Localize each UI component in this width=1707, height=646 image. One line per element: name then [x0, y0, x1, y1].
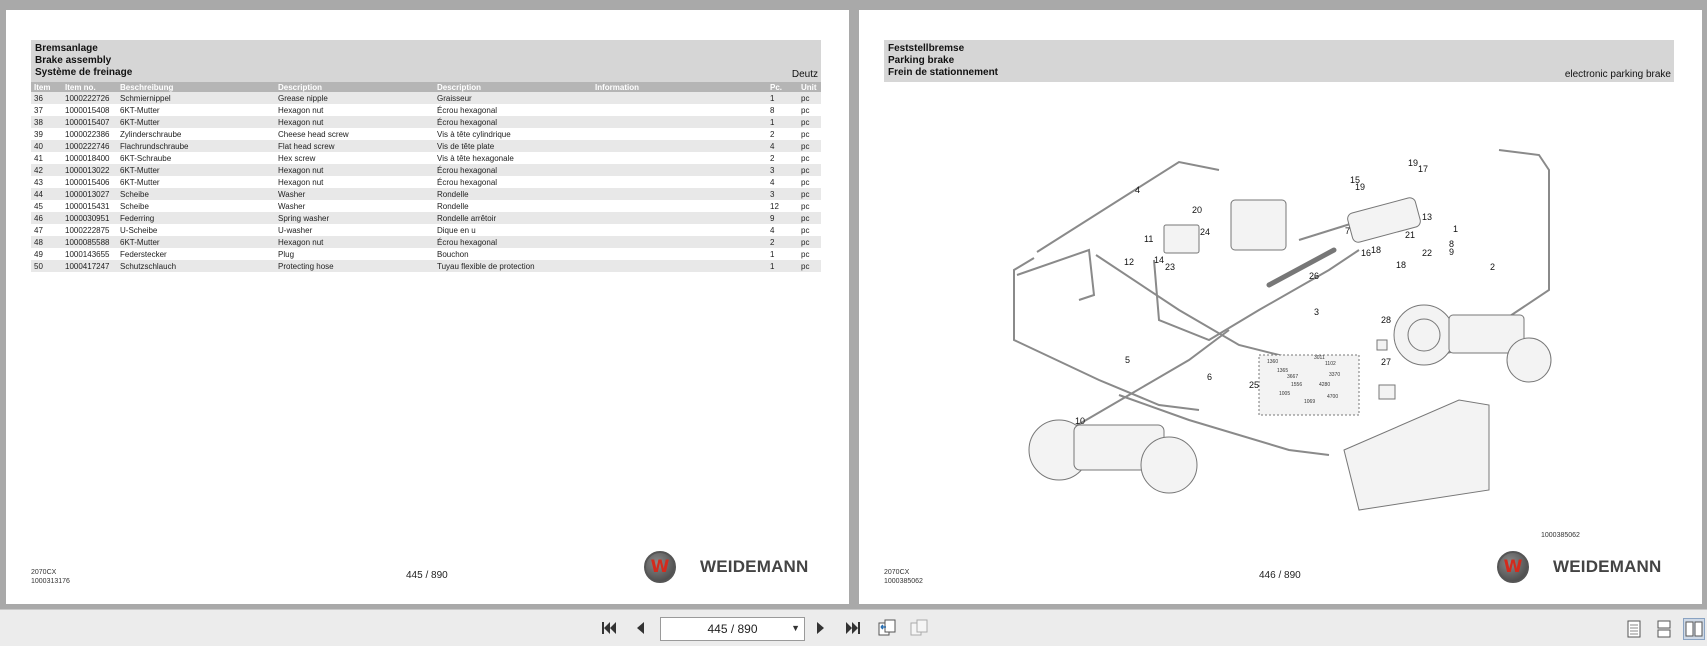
svg-text:1: 1	[1453, 224, 1459, 234]
parts-table-header	[31, 82, 821, 92]
table-cell: 1000222746	[62, 140, 117, 152]
table-cell	[592, 236, 767, 248]
table-cell: Vis à tête hexagonale	[437, 153, 514, 163]
svg-text:4: 4	[1135, 185, 1141, 195]
svg-text:5: 5	[1125, 355, 1131, 365]
svg-text:8: 8	[1449, 239, 1455, 249]
svg-text:27: 27	[1381, 357, 1392, 367]
column-header: Unit	[798, 82, 821, 92]
continuous-view-icon	[1656, 620, 1672, 638]
logo-emblem-icon: W	[1497, 551, 1529, 583]
engine-block	[1231, 200, 1286, 250]
table-row	[31, 128, 821, 140]
table-cell: 37	[34, 105, 43, 115]
model-name: 2070CX	[31, 569, 57, 576]
svg-text:21: 21	[1405, 230, 1416, 240]
table-cell: Federstecker	[120, 249, 167, 259]
table-row	[31, 212, 821, 224]
table-cell: Hexagon nut	[275, 116, 434, 128]
table-cell: pc	[798, 236, 821, 248]
table-cell: 1000015407	[62, 116, 117, 128]
svg-text:4700: 4700	[1327, 394, 1339, 400]
table-cell: 2	[770, 153, 775, 163]
single-page-view-button[interactable]	[1623, 618, 1645, 640]
table-cell: pc	[798, 260, 821, 272]
table-cell: pc	[798, 116, 821, 128]
table-cell	[592, 176, 767, 188]
table-row	[31, 140, 821, 152]
table-cell	[592, 128, 767, 140]
table-cell: Écrou hexagonal	[437, 105, 498, 115]
page-number: 446 / 890	[1259, 570, 1301, 581]
svg-text:1005: 1005	[1279, 391, 1291, 397]
table-cell	[592, 140, 767, 152]
section-title-fr: Frein de stationnement	[888, 67, 999, 78]
column-header: Description	[434, 82, 592, 92]
left-page	[6, 10, 849, 604]
table-cell: Écrou hexagonal	[434, 116, 592, 128]
table-row	[31, 236, 821, 248]
table-cell: Vis à tête cylindrique	[437, 129, 511, 139]
table-cell: Scheibe	[117, 188, 275, 200]
table-row	[31, 176, 821, 188]
drawing-number: 1000385062	[1541, 532, 1580, 539]
table-cell: Schmiernippel	[117, 92, 275, 104]
svg-text:18: 18	[1371, 245, 1382, 255]
table-cell: pc	[798, 140, 821, 152]
table-cell: 1000085588	[62, 236, 117, 248]
section-title-de: Bremsanlage	[35, 43, 98, 54]
table-cell: Rondelle	[434, 188, 592, 200]
table-row	[31, 164, 821, 176]
table-cell	[592, 104, 767, 116]
table-cell: pc	[798, 188, 821, 200]
section-title-en: Brake assembly	[35, 55, 112, 66]
table-cell: 1000022386	[65, 129, 110, 139]
first-page-icon	[601, 620, 617, 636]
table-cell: 38	[31, 116, 62, 128]
page-number: 445 / 890	[406, 570, 448, 581]
table-cell	[592, 164, 767, 176]
table-cell: Graisseur	[434, 92, 592, 104]
table-cell: Rondelle	[437, 201, 469, 211]
table-cell: 1000143655	[65, 249, 110, 259]
table-cell: 4	[770, 225, 775, 235]
svg-text:25: 25	[1249, 380, 1260, 390]
table-cell: Écrou hexagonal	[434, 164, 592, 176]
column-header: Beschreibung	[117, 82, 275, 92]
table-cell: pc	[801, 129, 810, 139]
table-cell: 44	[31, 188, 62, 200]
table-cell	[592, 92, 767, 104]
svg-text:14: 14	[1154, 255, 1165, 265]
table-cell: Schutzschlauch	[117, 260, 275, 272]
table-cell: 6KT-Schraube	[120, 153, 172, 163]
table-cell: Hexagon nut	[275, 236, 434, 248]
table-cell: 1000015406	[65, 177, 110, 187]
section-header	[884, 40, 1674, 82]
table-cell: Hexagon nut	[278, 177, 324, 187]
table-cell	[592, 152, 767, 164]
table-cell: 1000222875	[65, 225, 110, 235]
section-variant-label: Deutz	[791, 69, 818, 80]
table-cell: 45	[34, 201, 43, 211]
table-cell: 36	[31, 92, 62, 104]
table-row	[31, 92, 821, 104]
table-cell: Washer	[275, 188, 434, 200]
table-cell: Hex screw	[278, 153, 316, 163]
table-cell: Rondelle arrêtoir	[434, 212, 592, 224]
table-cell: 1000018400	[65, 153, 110, 163]
table-cell: Washer	[278, 201, 306, 211]
table-cell: Vis de tête plate	[434, 140, 592, 152]
table-cell: U-washer	[278, 225, 313, 235]
table-cell: 2	[767, 236, 798, 248]
table-row	[31, 104, 821, 116]
first-page-button[interactable]	[598, 618, 620, 638]
table-cell: 1000013027	[62, 188, 117, 200]
svg-text:13: 13	[1422, 212, 1433, 222]
table-cell: pc	[801, 177, 810, 187]
table-row	[31, 200, 821, 212]
parts-table	[31, 82, 821, 272]
svg-text:3: 3	[1314, 307, 1320, 317]
document-number: 1000385062	[884, 578, 923, 585]
table-cell: 6KT-Mutter	[120, 177, 160, 187]
table-cell: pc	[798, 212, 821, 224]
table-cell: Protecting hose	[275, 260, 434, 272]
table-cell: Flachrundschraube	[117, 140, 275, 152]
table-cell: Federring	[117, 212, 275, 224]
table-row	[31, 188, 821, 200]
table-cell: 1000015408	[65, 105, 110, 115]
last-page-button[interactable]	[842, 618, 864, 638]
go-forward-button[interactable]	[908, 618, 930, 638]
section-title-en: Parking brake	[888, 55, 955, 66]
table-cell: 1	[767, 260, 798, 272]
table-cell: 3	[767, 188, 798, 200]
column-header: Item	[31, 82, 62, 92]
table-row	[31, 224, 821, 236]
weidemann-logo	[644, 550, 829, 586]
table-cell: 9	[767, 212, 798, 224]
column-header: Pc.	[767, 82, 798, 92]
table-cell: 3	[767, 164, 798, 176]
table-cell: Hexagon nut	[278, 105, 324, 115]
table-cell: 1000015431	[65, 201, 110, 211]
table-cell: Tuyau flexible de protection	[434, 260, 592, 272]
table-cell	[592, 224, 767, 236]
section-title-fr: Système de freinage	[35, 67, 133, 78]
svg-text:1069: 1069	[1304, 399, 1316, 405]
svg-text:1365: 1365	[1277, 368, 1289, 374]
logo-wordmark: WEIDEMANN	[700, 557, 809, 576]
table-cell: pc	[801, 153, 810, 163]
continuous-view-button[interactable]	[1653, 618, 1675, 640]
svg-text:3370: 3370	[1329, 372, 1341, 378]
svg-text:12: 12	[1124, 257, 1135, 267]
parking-brake-exploded-drawing	[859, 90, 1702, 530]
table-cell: Hexagon nut	[275, 164, 434, 176]
fuel-tank	[1344, 400, 1489, 510]
table-row	[31, 152, 821, 164]
svg-text:1360: 1360	[1267, 359, 1279, 365]
svg-text:26: 26	[1309, 271, 1320, 281]
table-cell: Spring washer	[275, 212, 434, 224]
section-variant-label: electronic parking brake	[1564, 69, 1671, 80]
table-cell: 1000222726	[62, 92, 117, 104]
table-cell: Cheese head screw	[278, 129, 349, 139]
table-cell: 8	[770, 105, 775, 115]
table-cell	[592, 200, 767, 212]
table-cell: 6KT-Mutter	[117, 236, 275, 248]
svg-text:20: 20	[1192, 205, 1203, 215]
svg-text:1556: 1556	[1291, 382, 1303, 388]
table-cell: 1000030951	[62, 212, 117, 224]
svg-text:17: 17	[1418, 164, 1429, 174]
footer-model	[31, 568, 70, 586]
table-cell: 50	[31, 260, 62, 272]
table-cell: Grease nipple	[275, 92, 434, 104]
table-cell: 49	[34, 249, 43, 259]
table-cell: 47	[34, 225, 43, 235]
svg-text:28: 28	[1381, 315, 1392, 325]
table-cell: 1	[770, 249, 775, 259]
table-cell: 6KT-Mutter	[120, 105, 160, 115]
chevron-down-icon[interactable]: ▼	[791, 623, 800, 633]
table-cell: 12	[770, 201, 779, 211]
table-cell: 1000417247	[62, 260, 117, 272]
table-cell	[592, 212, 767, 224]
svg-text:24: 24	[1200, 227, 1211, 237]
table-cell: 41	[34, 153, 43, 163]
table-row	[31, 248, 821, 260]
table-cell: 39	[34, 129, 43, 139]
table-cell: 6KT-Mutter	[117, 116, 275, 128]
logo-wordmark: WEIDEMANN	[1553, 557, 1662, 576]
svg-text:23: 23	[1165, 262, 1176, 272]
table-cell	[592, 188, 767, 200]
svg-text:22: 22	[1422, 248, 1433, 258]
svg-text:3011: 3011	[1314, 355, 1325, 361]
svg-text:11: 11	[1144, 234, 1154, 244]
svg-text:15: 15	[1350, 175, 1361, 185]
svg-text:7: 7	[1345, 226, 1351, 236]
footer-model	[884, 568, 923, 586]
table-cell: 42	[31, 164, 62, 176]
right-page	[859, 10, 1702, 604]
table-cell: 6KT-Mutter	[117, 164, 275, 176]
table-cell	[592, 116, 767, 128]
protecting-hose	[1269, 250, 1334, 285]
viewer-toolbar	[0, 609, 1707, 646]
logo-emblem-icon: W	[644, 551, 676, 583]
table-cell: 1000013022	[62, 164, 117, 176]
svg-text:18: 18	[1396, 260, 1407, 270]
table-cell: 1	[767, 92, 798, 104]
column-header: Description	[275, 82, 434, 92]
go-forward-icon	[909, 619, 929, 637]
table-cell: 2	[770, 129, 775, 139]
table-cell: Scheibe	[120, 201, 149, 211]
table-row	[31, 260, 821, 272]
table-cell	[592, 248, 767, 260]
previous-page-button[interactable]	[629, 618, 651, 638]
next-page-button[interactable]	[810, 618, 832, 638]
table-cell: Bouchon	[437, 249, 469, 259]
table-cell: 46	[31, 212, 62, 224]
svg-text:6: 6	[1207, 372, 1213, 382]
model-name: 2070CX	[884, 569, 910, 576]
next-page-icon	[814, 620, 828, 636]
table-cell: U-Scheibe	[120, 225, 158, 235]
table-cell: pc	[798, 92, 821, 104]
svg-text:4280: 4280	[1319, 382, 1331, 388]
table-cell: 4	[770, 177, 775, 187]
table-cell: 48	[31, 236, 62, 248]
svg-text:2: 2	[1490, 262, 1496, 272]
table-cell: Zylinderschraube	[120, 129, 182, 139]
page-number-input[interactable]	[660, 617, 805, 641]
single-page-view-icon	[1627, 620, 1641, 638]
svg-text:9: 9	[1449, 247, 1455, 257]
control-unit	[1379, 385, 1395, 399]
svg-text:16: 16	[1361, 248, 1372, 258]
table-cell	[592, 260, 767, 272]
table-cell: 43	[34, 177, 43, 187]
go-back-button[interactable]	[876, 618, 898, 638]
facing-pages-view-button[interactable]	[1683, 618, 1705, 640]
previous-page-icon	[633, 620, 647, 636]
table-cell: pc	[801, 201, 810, 211]
table-cell: 1	[767, 116, 798, 128]
facing-pages-view-icon	[1685, 620, 1703, 638]
table-cell: Dique en u	[437, 225, 476, 235]
table-cell: Plug	[278, 249, 295, 259]
page-number-value: 445 / 890	[707, 622, 758, 636]
svg-text:19: 19	[1355, 182, 1366, 192]
brake-valve-block	[1164, 225, 1199, 253]
table-cell: pc	[801, 249, 810, 259]
table-cell: Écrou hexagonal	[434, 236, 592, 248]
column-header: Information	[592, 82, 767, 92]
parts-table-body	[31, 92, 821, 272]
go-back-icon	[877, 619, 897, 637]
weidemann-logo	[1497, 550, 1682, 586]
svg-text:3667: 3667	[1287, 374, 1299, 380]
section-header	[31, 40, 821, 82]
table-cell: 40	[31, 140, 62, 152]
table-row	[31, 116, 821, 128]
last-page-icon	[845, 620, 861, 636]
svg-text:10: 10	[1075, 416, 1086, 426]
column-header: Item no.	[62, 82, 117, 92]
svg-text:19: 19	[1408, 158, 1419, 168]
section-title-de: Feststellbremse	[888, 43, 965, 54]
table-cell: 4	[767, 140, 798, 152]
document-number: 1000313176	[31, 578, 70, 585]
table-cell: Écrou hexagonal	[437, 177, 498, 187]
table-cell: Flat head screw	[275, 140, 434, 152]
table-cell: pc	[801, 105, 810, 115]
table-cell: pc	[801, 225, 810, 235]
table-cell: pc	[798, 164, 821, 176]
svg-text:1102: 1102	[1325, 361, 1336, 367]
